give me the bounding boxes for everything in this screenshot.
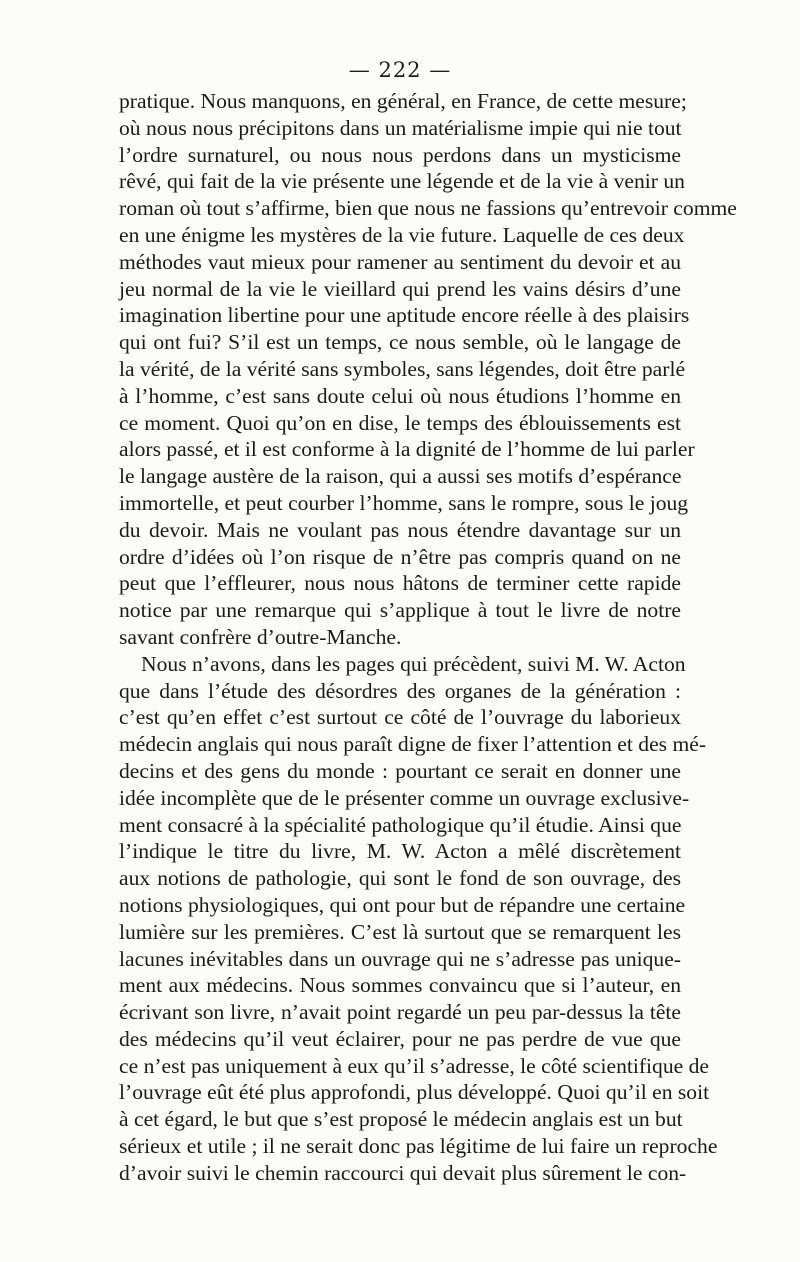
text-line: ordre d’idées où l’on risque de n’être pas compris quand on ne xyxy=(119,544,681,569)
text-line: roman où tout s’affirme, bien que nous ne fassions qu’entrevoir comme xyxy=(119,196,737,221)
text-line: à l’homme, c’est sans doute celui où nous étudions l’homme en xyxy=(119,383,681,408)
text-line: Nous n’avons, dans les pages qui précèdent, suivi M. W. Acton xyxy=(141,651,686,676)
text-line: rêvé, qui fait de la vie présente une légende et de la vie à venir un xyxy=(119,169,685,194)
text-line: jeu normal de la vie le vieillard qui prend les vains désirs d’une xyxy=(119,276,681,301)
text-line: ment consacré à la spécialité pathologique qu’il étudie. Ainsi que xyxy=(119,812,682,837)
text-line: sérieux et utile ; il ne serait donc pas légitime de lui faire un reproche xyxy=(119,1134,718,1159)
text-line: où nous nous précipitons dans un matérialisme impie qui nie tout xyxy=(119,115,682,140)
text-line: pratique. Nous manquons, en général, en France, de cette mesure; xyxy=(119,89,687,113)
text-line: idée incomplète que de le présenter comme un ouvrage exclusive- xyxy=(119,785,690,810)
text-line: ce moment. Quoi qu’on en dise, le temps des éblouissements est xyxy=(119,410,681,435)
text-line: immortelle, et peut courber l’homme, sans le rompre, sous le joug xyxy=(119,490,689,515)
text-line: decins et des gens du monde : pourtant ce serait en donner une xyxy=(119,758,681,783)
text-line: méthodes vaut mieux pour ramener au sentiment du devoir et au xyxy=(119,249,681,274)
text-line: à cet égard, le but que s’est proposé le médecin anglais est un but xyxy=(119,1107,683,1132)
text-line: ce n’est pas uniquement à eux qu’il s’adresse, le côté scientifique de xyxy=(119,1053,710,1078)
text-line: que dans l’étude des désordres des organes de la génération : xyxy=(119,678,681,703)
text-line: ment aux médecins. Nous sommes convaincu que si l’auteur, en xyxy=(119,973,681,998)
text-line: peut que l’effleurer, nous nous hâtons de terminer cette rapide xyxy=(119,571,681,596)
text-line: lacunes inévitables dans un ouvrage qui ne s’adresse pas unique- xyxy=(119,946,681,971)
text-line: le langage austère de la raison, qui a aussi ses motifs d’espérance xyxy=(119,464,682,489)
text-line: l’ouvrage eût été plus approfondi, plus développé. Quoi qu’il en soit xyxy=(119,1080,710,1105)
text-line: écrivant son livre, n’avait point regardé un peu par-dessus la tête xyxy=(119,1000,681,1025)
body-text xyxy=(119,88,737,1187)
text-line: qui ont fui? S’il est un temps, ce nous semble, où le langage de xyxy=(119,330,681,355)
text-line: l’indique le titre du livre, M. W. Acton a mêlé discrètement xyxy=(119,839,681,864)
text-line: d’avoir suivi le chemin raccourci qui devait plus sûrement le con- xyxy=(119,1160,687,1185)
text-line: lumière sur les premières. C’est là surtout que se remarquent les xyxy=(119,919,681,944)
text-line: notice par une remarque qui s’applique à tout le livre de notre xyxy=(119,598,681,623)
text-line: des médecins qu’il veut éclairer, pour ne pas perdre de vue que xyxy=(119,1026,681,1051)
text-line: alors passé, et il est conforme à la dignité de l’homme de lui parler xyxy=(119,437,695,462)
text-line: la vérité, de la vérité sans symboles, sans légendes, doit être parlé xyxy=(119,356,686,381)
text-line: imagination libertine pour une aptitude encore réelle à des plaisirs xyxy=(119,303,690,328)
text-line: notions physiologiques, qui ont pour but de répandre une certaine xyxy=(119,892,686,917)
text-line: du devoir. Mais ne voulant pas nous étendre davantage sur un xyxy=(119,517,681,542)
text-line: aux notions de pathologie, qui sont le fond de son ouvrage, des xyxy=(119,866,681,891)
text-line: savant confrère d’outre-Manche. xyxy=(119,624,402,649)
text-line: médecin anglais qui nous paraît digne de fixer l’attention et des mé- xyxy=(119,732,707,757)
text-line: c’est qu’en effet c’est surtout ce côté de l’ouvrage du laborieux xyxy=(119,705,681,730)
text-line: l’ordre surnaturel, ou nous nous perdons dans un mysticisme xyxy=(119,142,681,167)
page-number: — 222 — xyxy=(348,58,452,82)
text-line: en une énigme les mystères de la vie future. Laquelle de ces deux xyxy=(119,222,685,247)
